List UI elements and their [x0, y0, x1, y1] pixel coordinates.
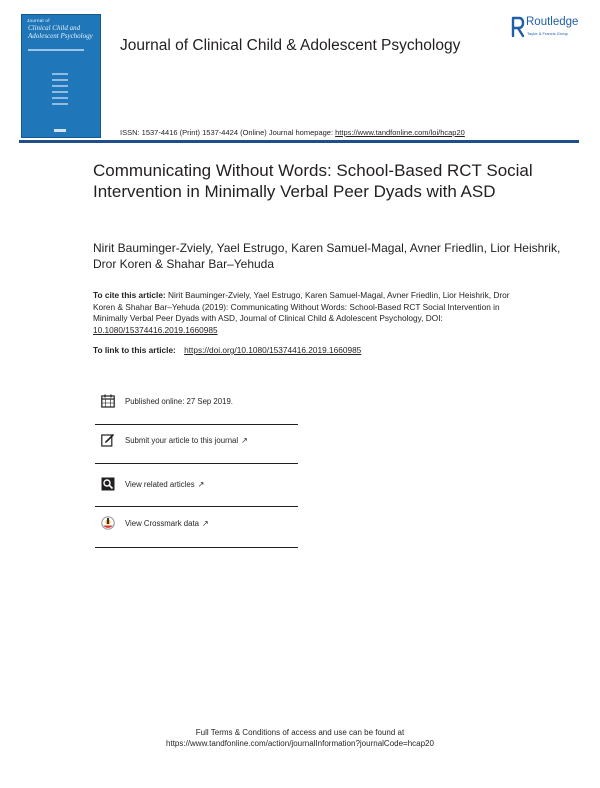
- edit-icon: [101, 433, 115, 447]
- journal-cover-image: [21, 14, 101, 138]
- external-link-icon: ↗: [241, 436, 248, 445]
- meta-divider: [95, 424, 298, 425]
- calendar-icon: [101, 394, 115, 408]
- meta-divider: [95, 506, 298, 507]
- issn-text: ISSN: 1537-4416 (Print) 1537-4424 (Online) Journal homepage:: [120, 128, 334, 137]
- cover-line: [52, 85, 68, 87]
- article-link-block: [93, 345, 361, 355]
- meta-divider: [95, 463, 298, 464]
- journal-homepage-link[interactable]: https://www.tandfonline.com/loi/hcap20: [335, 128, 465, 137]
- footer-line: Full Terms & Conditions of access and use can be found at: [195, 728, 405, 737]
- published-date: Published online: 27 Sep 2019.: [125, 397, 233, 406]
- related-label: View related articles: [125, 480, 195, 489]
- external-link-icon: ↗: [197, 480, 205, 489]
- cover-line: [52, 91, 68, 93]
- citation-label: To cite this article:: [93, 290, 166, 300]
- citation-block: [93, 290, 513, 336]
- publisher-tagline: Taylor & Francis Group: [527, 31, 568, 36]
- crossmark-label: View Crossmark data: [125, 519, 199, 528]
- cover-line: [52, 97, 68, 99]
- routledge-r-icon: [511, 16, 525, 38]
- related-row[interactable]: [95, 477, 298, 507]
- related-articles-link[interactable]: [125, 480, 204, 489]
- related-articles-icon: [101, 477, 115, 491]
- article-doi-link[interactable]: https://doi.org/10.1080/15374416.2019.1660985: [184, 345, 362, 355]
- citation-text: Nirit Bauminger-Zviely, Yael Estrugo, Karen Samuel-Magal, Avner Friedlin, Lior Heishrik, Dror Koren & Shahar Bar–Yehuda (2019): Communicating Without Words: School-Based RCT Social Intervention in Minimally Verbal Peer Dyads with ASD, Journal of Clinical Child & Adolescent Psychology, DOI:: [93, 290, 510, 323]
- citation-doi-link[interactable]: 10.1080/15374416.2019.1660985: [93, 324, 218, 335]
- meta-divider: [95, 547, 298, 548]
- footer-url[interactable]: https://www.tandfonline.com/action/journalInformation?journalCode=hcap20: [166, 739, 434, 748]
- cover-title: Clinical Child and Adolescent Psychology: [28, 24, 93, 40]
- crossmark-row[interactable]: [95, 516, 298, 546]
- terms-footer: [0, 727, 600, 749]
- link-label: To link to this article:: [93, 345, 176, 355]
- crossmark-link[interactable]: [125, 519, 209, 528]
- publisher-name: Routledge: [526, 16, 579, 28]
- cover-publisher-logo: [54, 129, 66, 132]
- cover-top-text: Journal of: [27, 18, 50, 23]
- submit-label: Submit your article to this journal: [125, 436, 239, 445]
- submit-row[interactable]: [95, 433, 298, 463]
- submit-article-link[interactable]: [125, 436, 248, 445]
- article-authors: Nirit Bauminger-Zviely, Yael Estrugo, Karen Samuel-Magal, Avner Friedlin, Lior Heishrik, Dror Koren & Shahar Bar–Yehuda: [93, 241, 561, 271]
- header-divider: [19, 140, 579, 143]
- crossmark-icon: [101, 516, 115, 530]
- journal-title: Journal of Clinical Child & Adolescent Psychology: [120, 37, 461, 54]
- article-title: Communicating Without Words: School-Based RCT Social Intervention in Minimally Verbal Peer Dyads with ASD: [93, 161, 533, 201]
- issn-line: [120, 128, 465, 137]
- cover-line: [52, 103, 68, 105]
- cover-divider: [28, 49, 84, 51]
- cover-line: [52, 79, 68, 81]
- external-link-icon: ↗: [201, 519, 209, 528]
- cover-line: [52, 73, 68, 75]
- published-row: [95, 394, 298, 424]
